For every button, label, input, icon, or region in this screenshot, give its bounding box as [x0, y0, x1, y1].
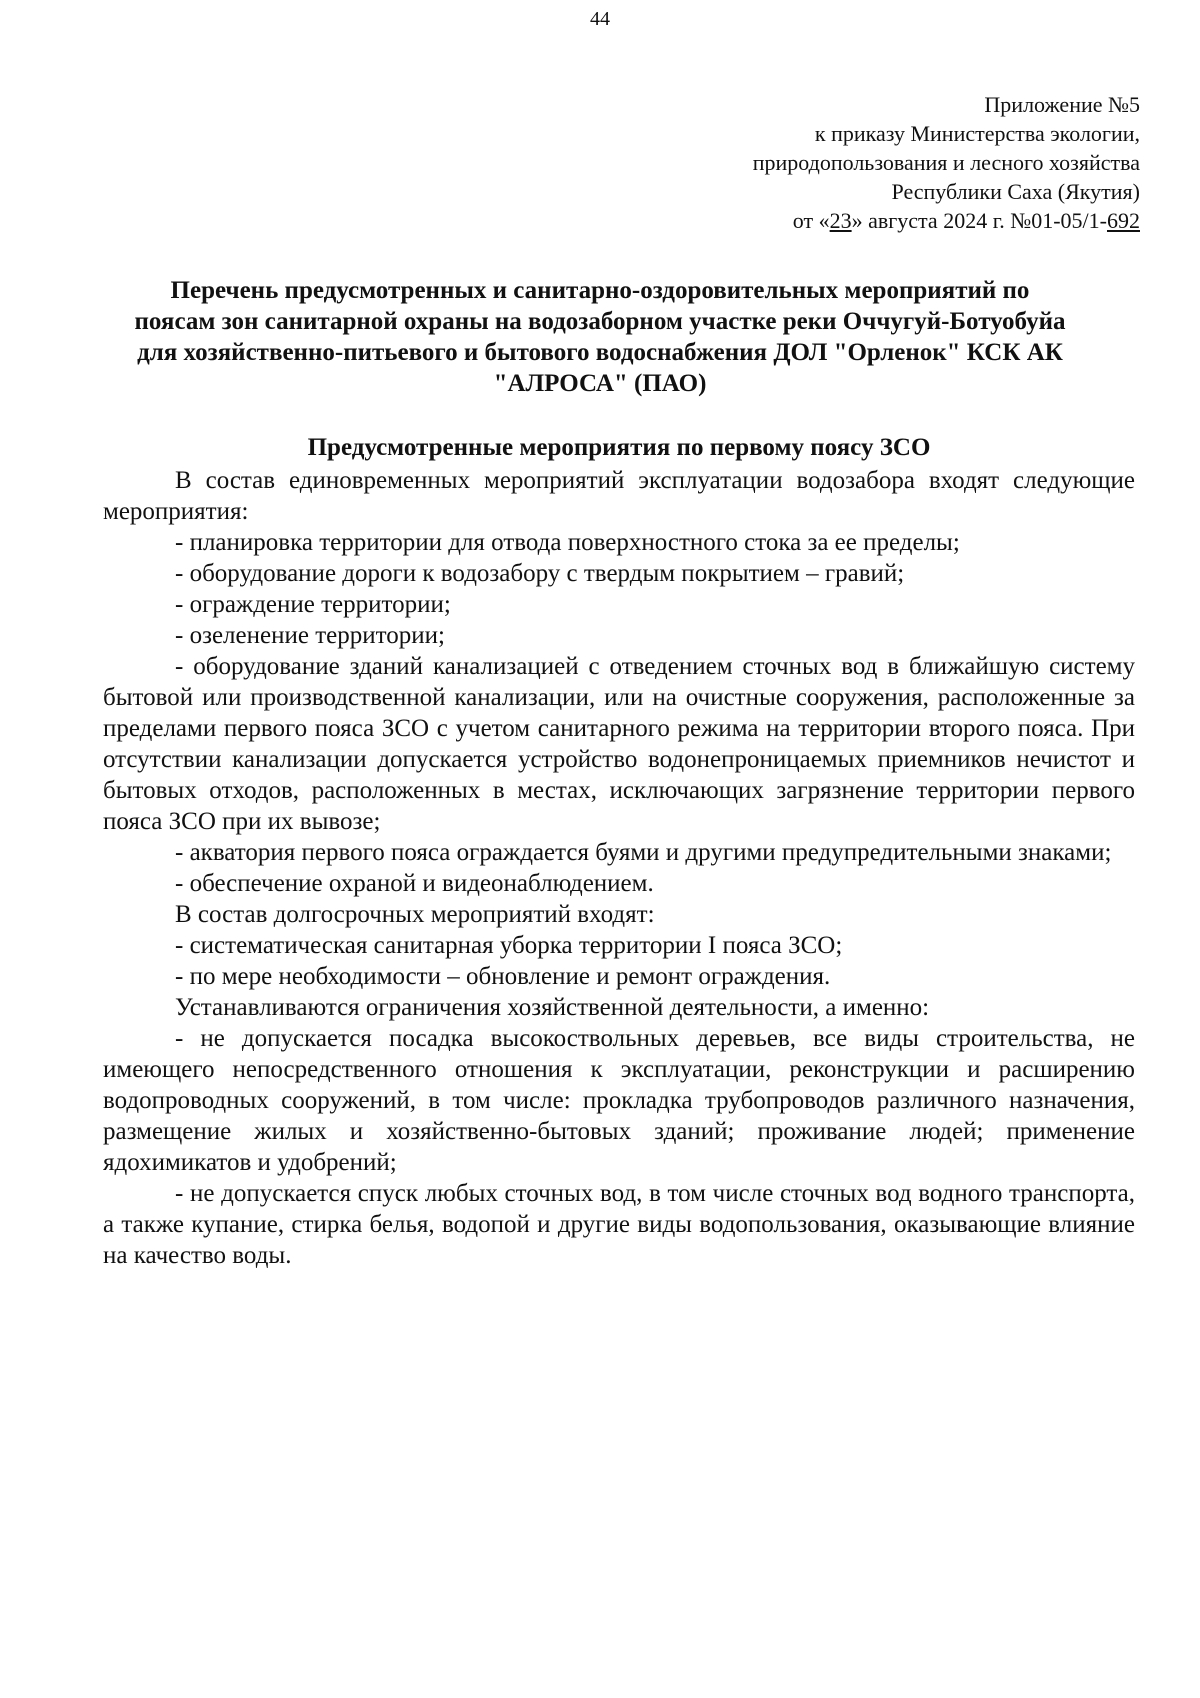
appendix-date-line	[753, 206, 1140, 235]
list-item: - не допускается спуск любых сточных вод, в том числе сточных вод водного транспорта, а также купание, стирка белья, водопой и другие виды водопользования, оказывающие влияние на качество воды.	[103, 1180, 1135, 1269]
date-prefix: от «	[792, 208, 830, 233]
list-item: - оборудование зданий канализацией с отведением сточных вод в ближайшую систему бытовой или производственной канализации, или на очистные сооружения, расположенные за пределами первого пояса ЗСО с учетом санитарного режима на территории второго пояса. При отсутствии канализации допускается устройство водонепроницаемых приемников нечистот и бытовых отходов, расположенных в местах, исключающих загрязнение территории первого пояса ЗСО при их вывозе;	[103, 653, 1135, 835]
appendix-order-line: к приказу Министерства экологии,	[814, 121, 1140, 146]
section-subtitle: Предусмотренные мероприятия по первому поясу ЗСО	[307, 434, 931, 461]
list-item: - озеленение территории;	[175, 622, 445, 649]
list-item: - ограждение территории;	[175, 591, 451, 618]
appendix-header	[753, 90, 1140, 235]
appendix-ministry-line: природопользования и лесного хозяйства	[752, 150, 1140, 175]
list-item: - акватория первого пояса ограждается буями и другими предупредительными знаками;	[175, 839, 1112, 866]
order-number: 692	[1107, 208, 1140, 233]
document-body	[103, 432, 1135, 1271]
paragraph: В состав единовременных мероприятий эксплуатации водозабора входят следующие мероприятия:	[103, 467, 1135, 525]
paragraph: В состав долгосрочных мероприятий входят:	[175, 901, 655, 928]
document-title: Перечень предусмотренных и санитарно-оздоровительных мероприятий по поясам зон санитарной охраны на водозаборном участке реки Оччугуй-Ботуобуйа для хозяйственно-питьевого и бытового водоснабжения ДОЛ "Орленок" КСК АК "АЛРОСА" (ПАО)	[134, 277, 1066, 397]
list-item: - не допускается посадка высокоствольных деревьев, все виды строительства, не имеющего непосредственного отношения к эксплуатации, реконструкции и расширению водопроводных сооружений, в том числе: прокладка трубопроводов различного назначения, размещение жилых и хозяйственно-бытовых зданий; проживание людей; применение ядохимикатов и удобрений;	[103, 1025, 1135, 1176]
list-item: - планировка территории для отвода поверхностного стока за ее пределы;	[175, 529, 960, 556]
list-item: - оборудование дороги к водозабору с твердым покрытием – гравий;	[175, 560, 905, 587]
list-item: - обеспечение охраной и видеонаблюдением.	[175, 870, 654, 897]
date-middle: » августа 2024 г. №01-05/1-	[851, 208, 1107, 233]
list-item: - по мере необходимости – обновление и ремонт ограждения.	[175, 963, 831, 990]
paragraph: Устанавливаются ограничения хозяйственной деятельности, а именно:	[175, 994, 930, 1021]
list-item: - систематическая санитарная уборка территории I пояса ЗСО;	[175, 932, 843, 959]
date-day: 23	[829, 208, 852, 233]
appendix-title: Приложение №5	[984, 92, 1140, 117]
page-number: 44	[590, 8, 610, 30]
appendix-republic-line: Республики Саха (Якутия)	[891, 179, 1140, 204]
